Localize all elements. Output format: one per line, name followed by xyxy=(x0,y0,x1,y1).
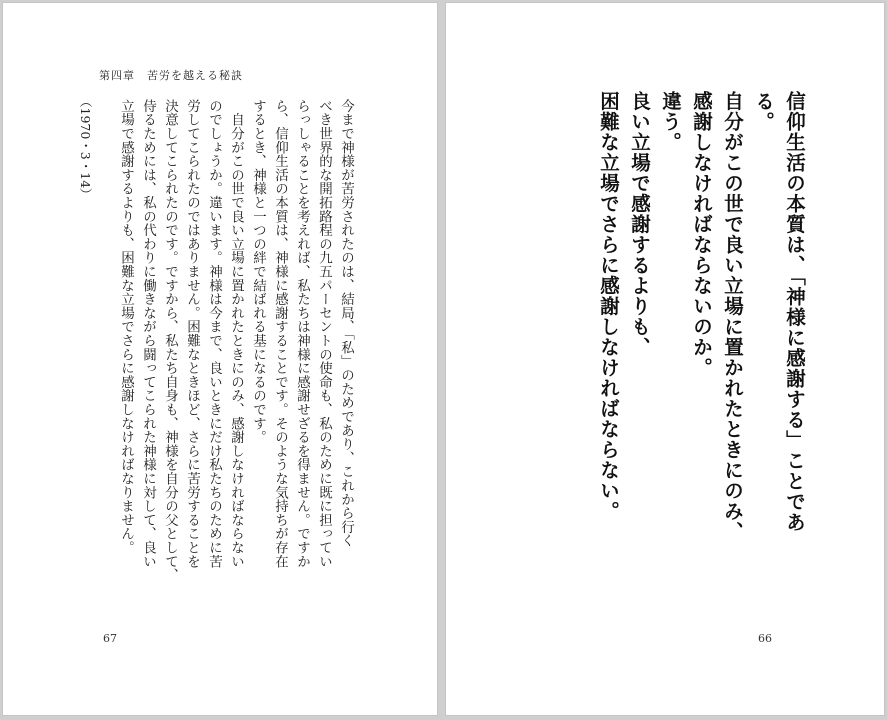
body-line: 決意してこられたのです。ですから、私たち自身も、神様を自分の父として、 xyxy=(162,99,178,582)
left-page xyxy=(3,3,437,715)
emphasis-line: 違う。 xyxy=(659,91,682,153)
emphasis-text xyxy=(597,91,810,571)
body-line: 労してこられたのではありません。困難なときほど、さらに苦労することを xyxy=(184,99,200,569)
body-line: 自分がこの世で良い立場に置かれたときにのみ、感謝しなければならない xyxy=(228,99,244,569)
right-page xyxy=(446,3,884,715)
running-head: 第四章 苦労を越える秘訣 xyxy=(99,69,243,82)
emphasis-line: 感謝しなければならないのか。 xyxy=(690,91,713,378)
body-line: のでしょうか。違います。神様は今まで、良いときにだけ私たちのために苦 xyxy=(206,99,222,569)
emphasis-line: 信仰生活の本質は、「神様に感謝する」ことである。 xyxy=(752,91,806,533)
body-line: らっしゃることを考えれば、私たちは神様に感謝せざるを得ません。ですか xyxy=(294,99,310,569)
body-line: するとき、神様と一つの絆で結ばれる基になるのです。 xyxy=(250,99,266,444)
body-line: 侍るためには、私の代わりに働きながら闘ってこられた神様に対して、良い xyxy=(140,99,156,569)
body-line: ら、信仰生活の本質は、神様に感謝することです。そのような気持ちが存在 xyxy=(272,99,288,569)
emphasis-line: 自分がこの世で良い立場に置かれたときにのみ、 xyxy=(721,91,744,542)
date-note: （1970・3・14） xyxy=(78,95,93,201)
body-text xyxy=(87,99,357,609)
page-number-right: 66 xyxy=(758,632,772,645)
body-line: べき世界的な開拓路程の九五パーセントの使命も、私のために既に担ってい xyxy=(316,99,332,569)
emphasis-line: 困難な立場でさらに感謝しなければならない。 xyxy=(597,91,620,522)
body-line: 立場で感謝するよりも、困難な立場でさらに感謝しなければなりません。 xyxy=(118,99,134,555)
body-line: 今まで神様が苦労されたのは、結局、「私」のためであり、これから行く xyxy=(338,99,354,548)
page-number-left: 67 xyxy=(103,632,117,645)
emphasis-line: 良い立場で感謝するよりも、 xyxy=(628,91,651,358)
